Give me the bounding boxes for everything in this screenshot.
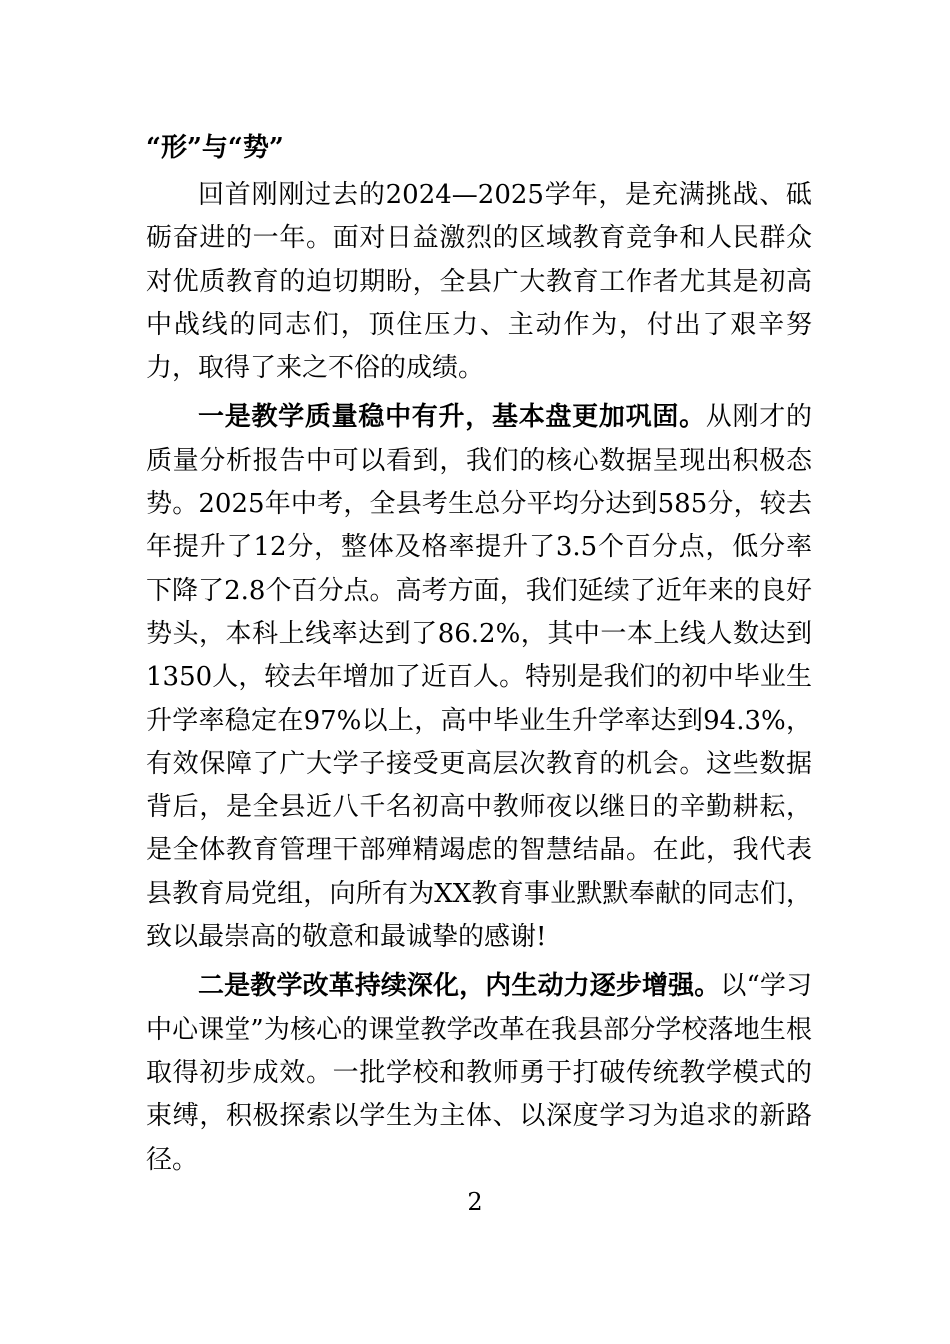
paragraph-intro bbox=[146, 174, 812, 390]
paragraph-quality-text: 从刚才的质量分析报告中可以看到，我们的核心数据呈现出积极态势。2025年中考，全县考生总分平均分达到585分，较去年提升了12分，整体及格率提升了3.5个百分点，低分率下降了2.8个百分点。高考方面，我们延续了近年来的良好势头，本科上线率达到了86.2%，其中一本上线人数达到1350人，较去年增加了近百人。特别是我们的初中毕业生升学率稳定在97%以上，高中毕业生升学率达到94.3%，有效保障了广大学子接受更高层次教育的机会。这些数据背后，是全县近八千名初高中教师夜以继日的辛勤耕耘，是全体教育管理干部殚精竭虑的智慧结晶。在此，我代表县教育局党组，向所有为XX教育事业默默奉献的同志们，致以最崇高的敬意和最诚挚的感谢! bbox=[146, 402, 812, 953]
paragraph-intro-text: 回首刚刚过去的2024—2025学年，是充满挑战、砥砺奋进的一年。面对日益激烈的区域教育竞争和人民群众对优质教育的迫切期盼，全县广大教育工作者尤其是初高中战线的同志们，顶住压力、主动作为，付出了艰辛努力，取得了来之不俗的成绩。 bbox=[146, 180, 812, 384]
paragraph-reform-text: 以“学习中心课堂”为核心的课堂教学改革在我县部分学校落地生根取得初步成效。一批学校和教师勇于打破传统教学模式的束缚，积极探索以学生为主体、以深度学习为追求的新路径。 bbox=[146, 971, 812, 1175]
paragraph-reform bbox=[146, 965, 812, 1181]
page-number: 2 bbox=[467, 1188, 483, 1216]
paragraph-quality-lead: 一是教学质量稳中有升，基本盘更加巩固。 bbox=[198, 402, 706, 433]
paragraph-quality bbox=[146, 396, 812, 959]
section-heading: “形”与“势” bbox=[146, 133, 284, 163]
paragraph-reform-lead: 二是教学改革持续深化，内生动力逐步增强。 bbox=[198, 971, 721, 1002]
document-page bbox=[146, 128, 812, 1182]
